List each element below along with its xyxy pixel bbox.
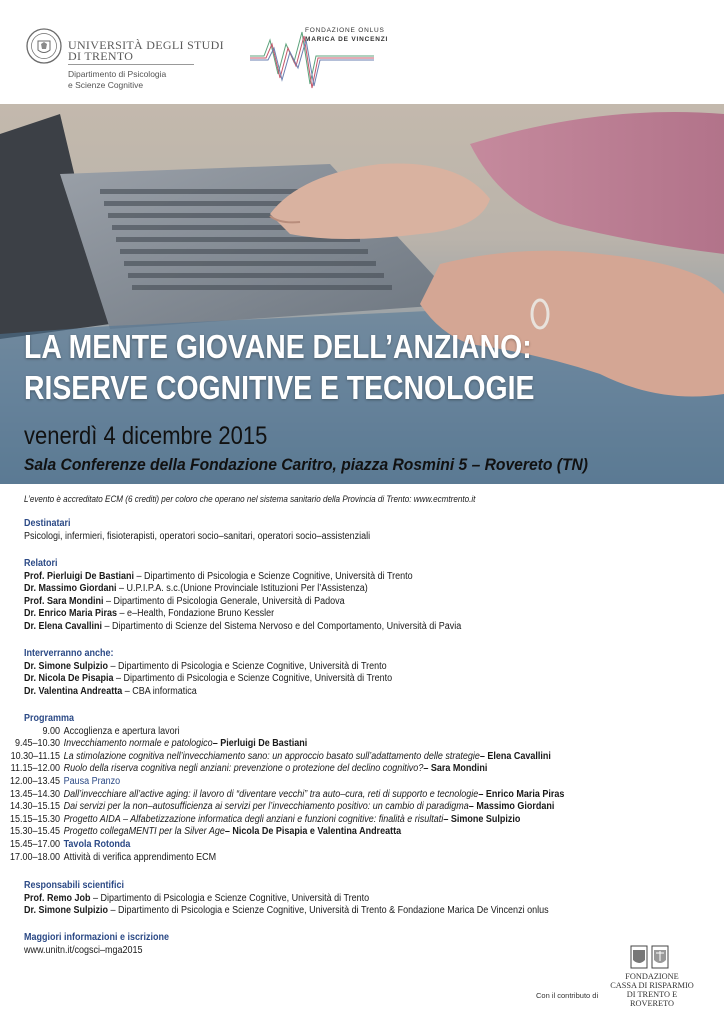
program-row [2,738,564,751]
program-title: Progetto collegaMENTI per la Silver Age [63,826,225,838]
list-item: Prof. Pierluigi De Bastiani – Dipartimento di Psicologia e Scienze Cognitive, Università di Trento [24,570,413,582]
event-title: LA MENTE GIOVANE DELL’ANZIANO: RISERVE COGNITIVE E TECNOLOGIE [24,328,535,406]
program-title: Pausa Pranzo [63,775,121,787]
divider [68,64,194,65]
list-item: Prof. Remo Job – Dipartimento di Psicologia e Scienze Cognitive, Università di Trento [24,892,370,904]
ecm-note: L’evento è accreditato ECM (6 crediti) per coloro che operano nel sistema sanitario della Provincia di Trento: www.ecmtrento.it [24,494,476,504]
section-heading: Relatori [24,558,58,569]
program-time: 13.45–14.30 [9,788,60,800]
section-responsabili [24,880,607,918]
section-relatori [24,558,510,633]
program-row [2,776,564,789]
list-item: Dr. Simone Sulpizio – Dipartimento di Psicologia e Scienze Cognitive, Università di Trento [24,660,387,672]
program-row [2,852,564,865]
hero-photo [0,104,724,484]
audience-text: Psicologi, infermieri, fisioterapisti, operatori socio–sanitari, operatori socio–assistenziali [24,530,371,542]
list-item: Dr. Elena Cavallini – Dipartimento di Scienze del Sistema Nervoso e del Comportamento, Università di Pavia [24,620,462,632]
list-item: Dr. Simone Sulpizio – Dipartimento di Psicologia e Scienze Cognitive, Università di Trento & Fondazione Marica De Vincenzi onlus [24,905,549,916]
section-heading: Programma [24,713,75,724]
section-programma [9,713,624,864]
header [0,0,724,104]
program-title: Accoglienza e apertura lavori [63,725,180,737]
program-speaker: – Pierluigi De Bastiani [212,738,308,750]
program-time: 9.45–10.30 [14,738,61,750]
info-url-link[interactable]: www.unitn.it/cogsci–mga2015 [24,944,143,956]
program-speaker: – Simone Sulpizio [443,813,521,825]
program-title: Progetto AIDA – Alfabetizzazione informatica degli anziani e funzioni cognitive: finalità e risultati [63,813,444,825]
program-speaker: – Nicola De Pisapia e Valentina Andreatta [224,826,402,838]
list-item: Dr. Enrico Maria Piras – e–Health, Fondazione Bruno Kessler [24,608,275,619]
program-time: 15.45–17.00 [9,838,60,850]
section-destinatari [24,518,409,543]
program-row [2,814,564,827]
program-speaker: – Enrico Maria Piras [478,788,565,800]
program-row [2,763,564,776]
university-name: UNIVERSITÀ DEGLI STUDI DI TRENTO [68,38,224,63]
program-time: 9.00 [42,725,60,737]
foundation-name: FONDAZIONE ONLUS MARICA DE VINCENZI [305,27,389,43]
section-heading: Interverranno anche: [24,648,114,659]
program-speaker: – Massimo Giordani [468,801,555,813]
program-speaker: – Sara Mondini [423,763,488,775]
program-title: La stimolazione cognitiva nell’invecchiamento sano: un approccio basato sull’adattamento delle strategie [63,750,480,762]
cassa-name: FONDAZIONE CASSA DI RISPARMIO DI TRENTO E ROVERETO [610,972,694,1008]
list-item: Dr. Valentina Andreatta – CBA informatica [24,685,197,697]
department-name: Dipartimento di Psicologia e Scienze Cognitive [68,69,167,90]
program-row [2,789,564,802]
contribution-label: Con il contributo di [536,991,599,1000]
list-item: Dr. Massimo Giordani – U.P.I.P.A. s.c.(Unione Provinciale Istituzioni Per l’Assistenza) [24,583,368,594]
program-title: Tavola Rotonda [63,838,131,850]
program-time: 11.15–12.00 [10,763,61,775]
program-time: 15.30–15.45 [9,826,60,838]
program-row [2,839,564,852]
cassa-crest-icon [628,944,672,970]
program-row [2,801,564,814]
list-item: Prof. Sara Mondini – Dipartimento di Psicologia Generale, Università di Padova [24,595,345,607]
section-info [24,932,185,957]
program-title: Ruolo della riserva cognitiva negli anziani: prevenzione o protezione del declino cognitivo? [63,763,424,775]
program-time: 10.30–11.15 [10,750,61,762]
program-row [2,751,564,764]
program-speaker: – Elena Cavallini [479,750,551,762]
university-seal-icon [24,26,66,66]
section-interverranno [24,648,433,698]
program-title: Invecchiamento normale e patologico [63,738,213,750]
program-title: Attività di verifica apprendimento ECM [63,851,217,863]
program-row [2,726,564,739]
program-time: 17.00–18.00 [9,851,60,863]
list-item: Dr. Nicola De Pisapia – Dipartimento di Psicologia e Scienze Cognitive, Università di Trento [24,673,393,684]
section-heading: Maggiori informazioni e iscrizione [24,932,170,943]
program-time: 12.00–13.45 [9,775,60,787]
event-venue: Sala Conferenze della Fondazione Caritro, piazza Rosmini 5 – Rovereto (TN) [24,455,589,474]
program-time: 15.15–15.30 [9,813,60,825]
program-row [2,826,564,839]
section-heading: Destinatari [24,518,71,529]
program-time: 14.30–15.15 [9,801,60,813]
program-title: Dall’invecchiare all’active aging: il lavoro di “diventare vecchi” tra auto–cura, reti di supporto e tecnologie [63,788,479,800]
event-date: venerdì 4 dicembre 2015 [24,422,268,450]
program-title: Dai servizi per la non–autosufficienza ai servizi per l’invecchiamento positivo: un cambio di paradigma [63,801,469,813]
section-heading: Responsabili scientifici [24,880,125,891]
